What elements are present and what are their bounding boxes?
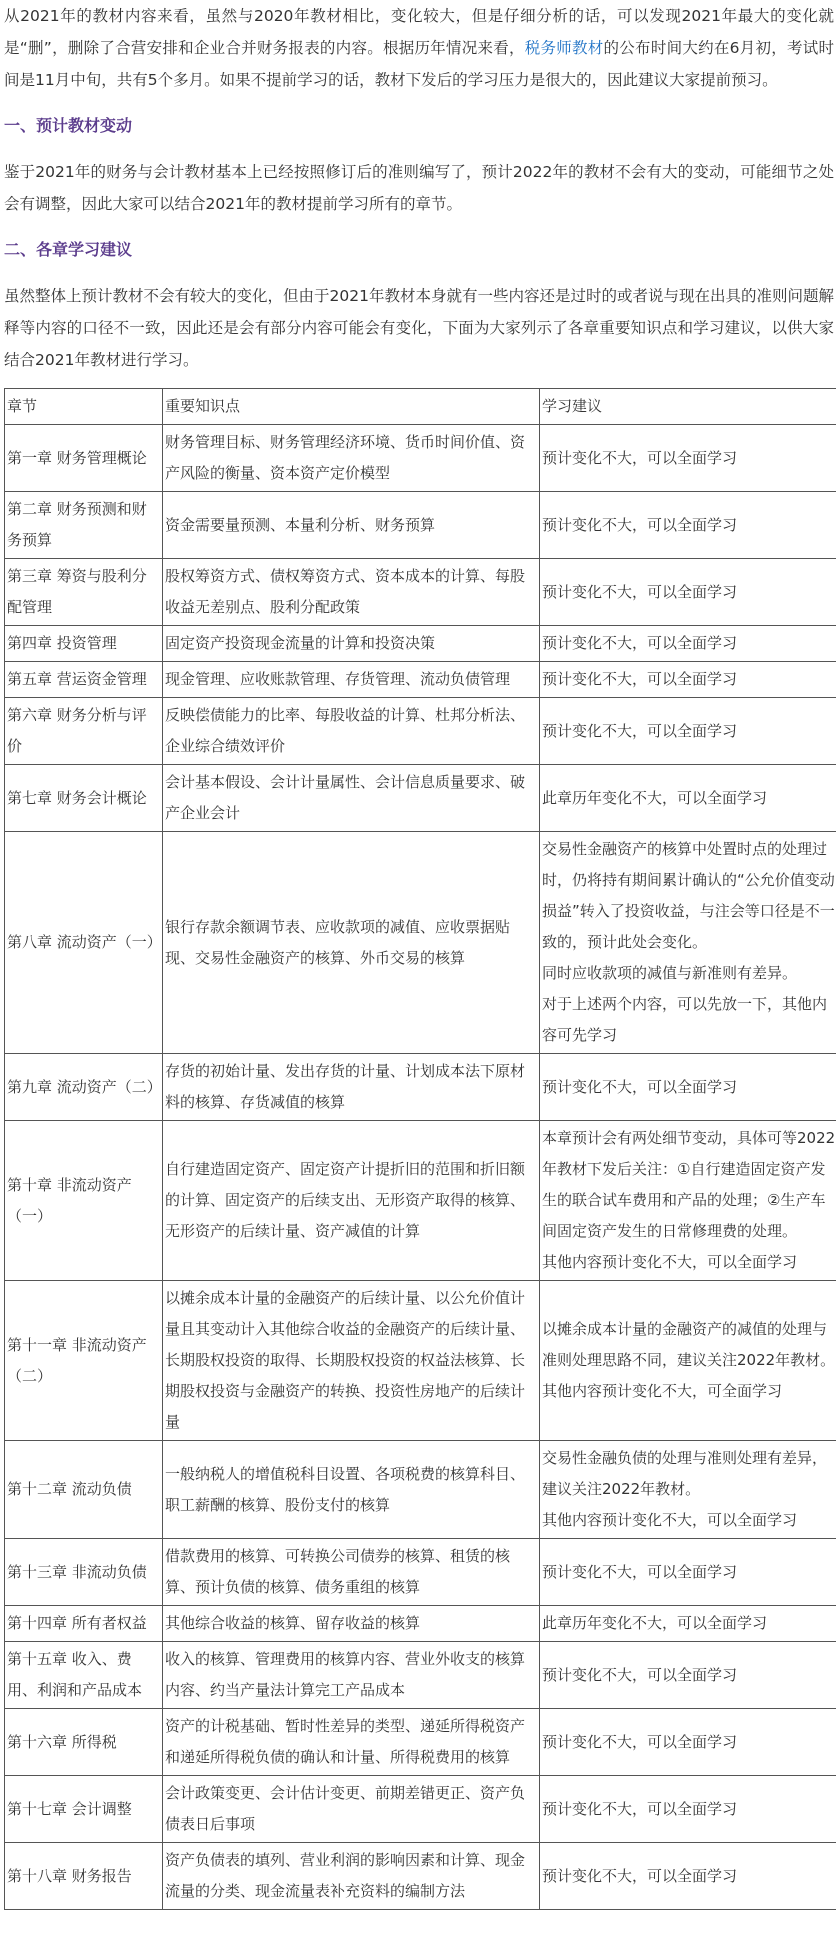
- chapter-cell: 第五章 营运资金管理: [5, 662, 163, 698]
- table-row: [5, 425, 836, 492]
- advice-line: 预计变化不大，可以全面学习: [542, 1866, 738, 1885]
- advice-line: 本章预计会有两处细节变动，具体可等2022年教材下发后关注：①自行建造固定资产发生的联合试车费用和产品的处理；②生产车间固定资产发生的日常修理费的处理。: [542, 1129, 836, 1240]
- advice-line: 预计变化不大，可以全面学习: [542, 1562, 738, 1581]
- key-points-cell: 借款费用的核算、可转换公司债券的核算、租赁的核算、预计负债的核算、债务重组的核算: [163, 1539, 540, 1606]
- section2-heading: 二、各章学习建议: [4, 240, 133, 259]
- section2-paragraph: 虽然整体上预计教材不会有较大的变化，但由于2021年教材本身就有一些内容还是过时的或者说与现在出具的准则问题解释等内容的口径不一致，因此还是会有部分内容可能会有变化，下面为大家列示了各章重要知识点和学习建议，以供大家结合2021年教材进行学习。: [4, 287, 834, 369]
- advice-line: 预计变化不大，可以全面学习: [542, 634, 738, 652]
- header-chapter: 章节: [5, 389, 163, 425]
- table-row: [5, 626, 836, 662]
- advice-cell: [540, 1441, 836, 1539]
- chapter-cell: 第十六章 所得税: [5, 1709, 163, 1776]
- chapter-cell: 第十章 非流动资产（一）: [5, 1121, 163, 1281]
- table-header-row: [5, 389, 836, 425]
- table-row: [5, 765, 836, 832]
- key-points-cell: 存货的初始计量、发出存货的计量、计划成本法下原材料的核算、存货减值的核算: [163, 1054, 540, 1121]
- chapter-cell: 第九章 流动资产（二）: [5, 1054, 163, 1121]
- key-points-cell: 反映偿债能力的比率、每股收益的计算、杜邦分析法、企业综合绩效评价: [163, 698, 540, 765]
- chapter-cell: 第十一章 非流动资产（二）: [5, 1281, 163, 1441]
- chapter-cell: 第二章 财务预测和财务预算: [5, 492, 163, 559]
- advice-cell: [540, 626, 836, 662]
- advice-line: 预计变化不大，可以全面学习: [542, 1665, 738, 1684]
- advice-line: 预计变化不大，可以全面学习: [542, 582, 738, 601]
- header-advice: 学习建议: [540, 389, 836, 425]
- chapter-cell: 第十八章 财务报告: [5, 1843, 163, 1910]
- table-row: [5, 559, 836, 626]
- table-body: [5, 425, 836, 1910]
- chapter-cell: 第四章 投资管理: [5, 626, 163, 662]
- table-row: [5, 1709, 836, 1776]
- header-key-points: 重要知识点: [163, 389, 540, 425]
- key-points-cell: 资产负债表的填列、营业利润的影响因素和计算、现金流量的分类、现金流量表补充资料的编制方法: [163, 1843, 540, 1910]
- advice-cell: [540, 1843, 836, 1910]
- table-row: [5, 1776, 836, 1843]
- advice-cell: [540, 1709, 836, 1776]
- advice-line: 此章历年变化不大，可以全面学习: [542, 788, 768, 807]
- key-points-cell: 会计政策变更、会计估计变更、前期差错更正、资产负债表日后事项: [163, 1776, 540, 1843]
- table-row: [5, 662, 836, 698]
- table-row: [5, 832, 836, 1054]
- table-row: [5, 698, 836, 765]
- table-row: [5, 1054, 836, 1121]
- table-row: [5, 1843, 836, 1910]
- advice-cell: [540, 492, 836, 559]
- key-points-cell: 股权筹资方式、债权筹资方式、资本成本的计算、每股收益无差别点、股利分配政策: [163, 559, 540, 626]
- key-points-cell: 以摊余成本计量的金融资产的后续计量、以公允价值计量且其变动计入其他综合收益的金融资产的后续计量、长期股权投资的取得、长期股权投资的权益法核算、长期股权投资与金融资产的转换、投资性房地产的后续计量: [163, 1281, 540, 1441]
- study-advice-table: [4, 388, 836, 1910]
- advice-cell: [540, 559, 836, 626]
- table-row: [5, 1441, 836, 1539]
- chapter-cell: 第三章 筹资与股利分配管理: [5, 559, 163, 626]
- key-points-cell: 会计基本假设、会计计量属性、会计信息质量要求、破产企业会计: [163, 765, 540, 832]
- table-row: [5, 1281, 836, 1441]
- advice-cell: [540, 832, 836, 1054]
- advice-line: 预计变化不大，可以全面学习: [542, 448, 738, 467]
- advice-line: 预计变化不大，可以全面学习: [542, 1077, 738, 1096]
- tax-textbook-link[interactable]: 税务师教材: [524, 39, 604, 57]
- advice-line: 对于上述两个内容，可以先放一下，其他内容可先学习: [542, 995, 828, 1044]
- intro-paragraph: [4, 0, 834, 96]
- key-points-cell: 自行建造固定资产、固定资产计提折旧的范围和折旧额的计算、固定资产的后续支出、无形资产取得的核算、无形资产的后续计量、资产减值的计算: [163, 1121, 540, 1281]
- advice-cell: [540, 698, 836, 765]
- table-row: [5, 1642, 836, 1709]
- table-row: [5, 492, 836, 559]
- advice-line: 其他内容预计变化不大，可以全面学习: [542, 1511, 798, 1529]
- chapter-cell: 第七章 财务会计概论: [5, 765, 163, 832]
- advice-line: 预计变化不大，可以全面学习: [542, 1799, 738, 1818]
- key-points-cell: 资金需要量预测、本量利分析、财务预算: [163, 492, 540, 559]
- key-points-cell: 财务管理目标、财务管理经济环境、货币时间价值、资产风险的衡量、资本资产定价模型: [163, 425, 540, 492]
- advice-cell: [540, 1606, 836, 1642]
- key-points-cell: 银行存款余额调节表、应收款项的减值、应收票据贴现、交易性金融资产的核算、外币交易的核算: [163, 832, 540, 1054]
- table-row: [5, 1539, 836, 1606]
- table-row: [5, 1121, 836, 1281]
- table-row: [5, 1606, 836, 1642]
- advice-line: 交易性金融负债的处理与准则处理有差异，建议关注2022年教材。: [542, 1449, 828, 1498]
- key-points-cell: 固定资产投资现金流量的计算和投资决策: [163, 626, 540, 662]
- key-points-cell: 其他综合收益的核算、留存收益的核算: [163, 1606, 540, 1642]
- chapter-cell: 第十三章 非流动负债: [5, 1539, 163, 1606]
- advice-cell: [540, 425, 836, 492]
- key-points-cell: 现金管理、应收账款管理、存货管理、流动负债管理: [163, 662, 540, 698]
- section1-heading: 一、预计教材变动: [4, 116, 133, 135]
- advice-line: 其他内容预计变化不大，可全面学习: [542, 1382, 783, 1400]
- chapter-cell: 第十七章 会计调整: [5, 1776, 163, 1843]
- chapter-cell: 第十二章 流动负债: [5, 1441, 163, 1539]
- advice-line: 此章历年变化不大，可以全面学习: [542, 1614, 768, 1632]
- advice-cell: [540, 1281, 836, 1441]
- advice-line: 预计变化不大，可以全面学习: [542, 1732, 738, 1751]
- advice-line: 预计变化不大，可以全面学习: [542, 670, 738, 688]
- chapter-cell: 第八章 流动资产（一）: [5, 832, 163, 1054]
- intro-text-before-link: 从2021年的教材内容来看，虽然与2020年教材相比，变化较大，但是仔细分析的话，可以发现2021年最大的变化就是“删”，删除了合营安排和企业合并财务报表的内容。根据历年情况来看，: [4, 7, 834, 57]
- advice-line: 同时应收款项的减值与新准则有差异。: [542, 964, 798, 982]
- advice-cell: [540, 1054, 836, 1121]
- intro-text-after-link: 的公布时间大约在6月初，考试时间是11月中旬，共有5个多月。如果不提前学习的话，教材下发后的学习压力是很大的，因此建议大家提前预习。: [4, 39, 834, 89]
- key-points-cell: 资产的计税基础、暂时性差异的类型、递延所得税资产和递延所得税负债的确认和计量、所得税费用的核算: [163, 1709, 540, 1776]
- advice-cell: [540, 1776, 836, 1843]
- advice-cell: [540, 1642, 836, 1709]
- advice-cell: [540, 765, 836, 832]
- chapter-cell: 第十四章 所有者权益: [5, 1606, 163, 1642]
- section1-paragraph: 鉴于2021年的财务与会计教材基本上已经按照修订后的准则编写了，预计2022年的教材不会有大的变动，可能细节之处会有调整，因此大家可以结合2021年的教材提前学习所有的章节。: [4, 163, 834, 213]
- advice-line: 交易性金融资产的核算中处置时点的处理过时，仍将持有期间累计确认的“公允价值变动损益”转入了投资收益，与注会等口径是不一致的，预计此处会变化。: [542, 840, 835, 951]
- advice-cell: [540, 1539, 836, 1606]
- chapter-cell: 第六章 财务分析与评价: [5, 698, 163, 765]
- advice-line: 其他内容预计变化不大，可以全面学习: [542, 1253, 798, 1271]
- key-points-cell: 收入的核算、管理费用的核算内容、营业外收支的核算内容、约当产量法计算完工产品成本: [163, 1642, 540, 1709]
- advice-line: 预计变化不大，可以全面学习: [542, 721, 738, 740]
- chapter-cell: 第一章 财务管理概论: [5, 425, 163, 492]
- chapter-cell: 第十五章 收入、费用、利润和产品成本: [5, 1642, 163, 1709]
- advice-cell: [540, 662, 836, 698]
- advice-line: 预计变化不大，可以全面学习: [542, 515, 738, 534]
- key-points-cell: 一般纳税人的增值税科目设置、各项税费的核算科目、职工薪酬的核算、股份支付的核算: [163, 1441, 540, 1539]
- advice-cell: [540, 1121, 836, 1281]
- advice-line: 以摊余成本计量的金融资产的减值的处理与准则处理思路不同，建议关注2022年教材。: [542, 1320, 836, 1369]
